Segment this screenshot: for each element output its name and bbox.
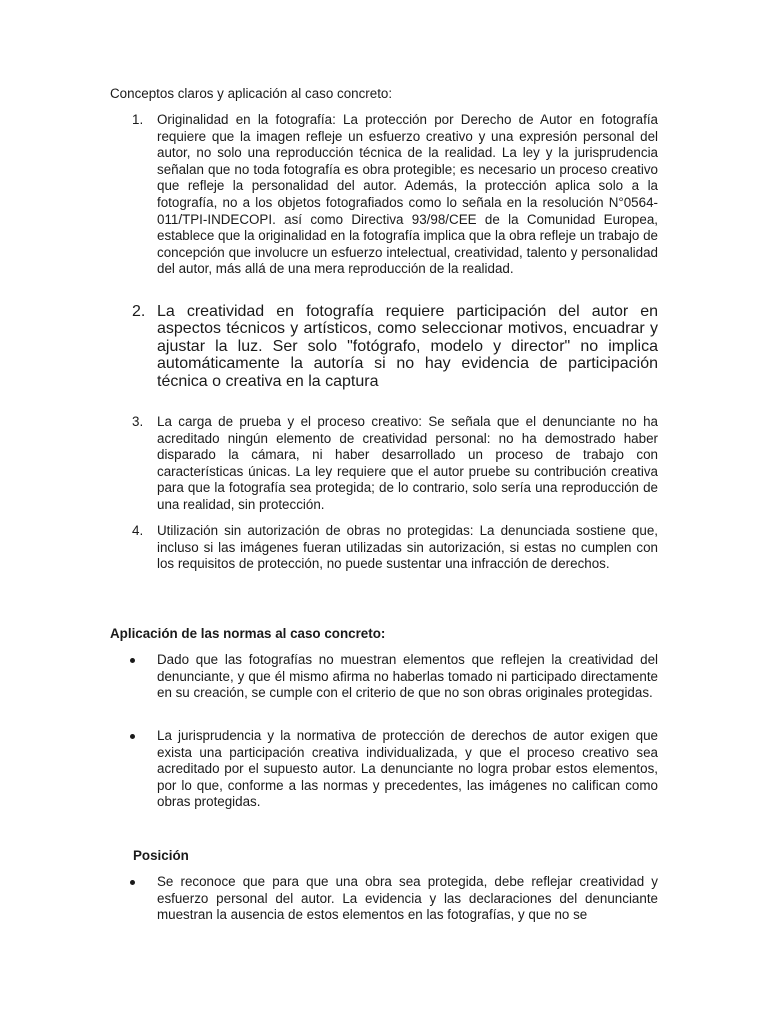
numbered-item-4 (110, 523, 658, 573)
bullet-item-aplicacion-1 (110, 652, 658, 702)
item-text: La creatividad en fotografía requiere participación del autor en aspectos técnicos y artísticos, como seleccionar motivos, encuadrar y ajustar la luz. Ser solo "fotógrafo, modelo y director" no implica automáticamente la autoría si no hay evidencia de participación técnica o creativa en la captura (157, 303, 658, 390)
bullet-item-posicion-1 (110, 874, 658, 946)
bullet-item-aplicacion-2 (110, 728, 658, 811)
numbered-item-1 (110, 112, 658, 278)
item-number: 3. (132, 414, 144, 429)
intro-line: Conceptos claros y aplicación al caso concreto: (110, 86, 393, 101)
item-text: Utilización sin autorización de obras no protegidas: La denunciada sostiene que, incluso si las imágenes fueran utilizadas sin autorización, si estas no cumplen con los requisitos de protección, no puede sustentar una infracción de derechos. (157, 523, 658, 572)
item-number: 1. (132, 112, 144, 127)
item-text: La carga de prueba y el proceso creativo: Se señala que el denunciante no ha acreditado ningún elemento de creatividad personal: no ha demostrado haber disparado la cámara, ni haber desarrollado un proceso de trabajo con características únicas. La ley requiere que el autor pruebe su contribución creativa para que la fotografía sea protegida; de lo contrario, solo sería una reproducción de una realidad, sin protección. (157, 414, 658, 512)
bullet-dot-icon (130, 658, 135, 663)
section-heading-aplicacion: Aplicación de las normas al caso concreto: (110, 626, 386, 641)
bullet-text: Dado que las fotografías no muestran elementos que reflejen la creatividad del denunciante, y que él mismo afirma no haberlas tomado ni participado directamente en su creación, se cumple con el criterio de que no son obras originales protegidas. (157, 652, 658, 701)
item-text: Originalidad en la fotografía: La protección por Derecho de Autor en fotografía requiere que la imagen refleje un esfuerzo creativo y una expresión personal del autor, no solo una reproducción técnica de la realidad. La ley y la jurisprudencia señalan que no toda fotografía es obra protegible; es necesario un proceso creativo que refleje la personalidad del autor. Además, la protección aplica solo a la fotografía, no a los objetos fotografiados como lo señala en la resolución N°0564-011/TPI-INDECOPI. así como Directiva 93/98/CEE de la Comunidad Europea, establece que la originalidad en la fotografía implica que la obra refleje un trabajo de concepción que involucre un esfuerzo intelectual, creatividad, talento y personalidad del autor, más allá de una mera reproducción de la realidad. (157, 112, 658, 277)
bullet-text: La jurisprudencia y la normativa de protección de derechos de autor exigen que exista una participación creativa individualizada, y que el proceso creativo sea acreditado por el supuesto autor. La denunciante no logra probar estos elementos, por lo que, conforme a las normas y precedentes, las imágenes no califican como obras protegidas. (157, 728, 658, 810)
bullet-dot-icon (130, 880, 135, 885)
item-number: 4. (132, 523, 144, 538)
numbered-item-3 (110, 414, 658, 514)
bullet-dot-icon (130, 734, 135, 739)
item-number: 2. (132, 303, 146, 320)
numbered-item-2 (110, 303, 658, 390)
bullet-text: Se reconoce que para que una obra sea protegida, debe reflejar creatividad y esfuerzo personal del autor. La evidencia y las declaraciones del denunciante muestran la ausencia de estos elementos en las fotografías, y que no se (157, 874, 658, 923)
section-heading-posicion: Posición (133, 848, 189, 863)
